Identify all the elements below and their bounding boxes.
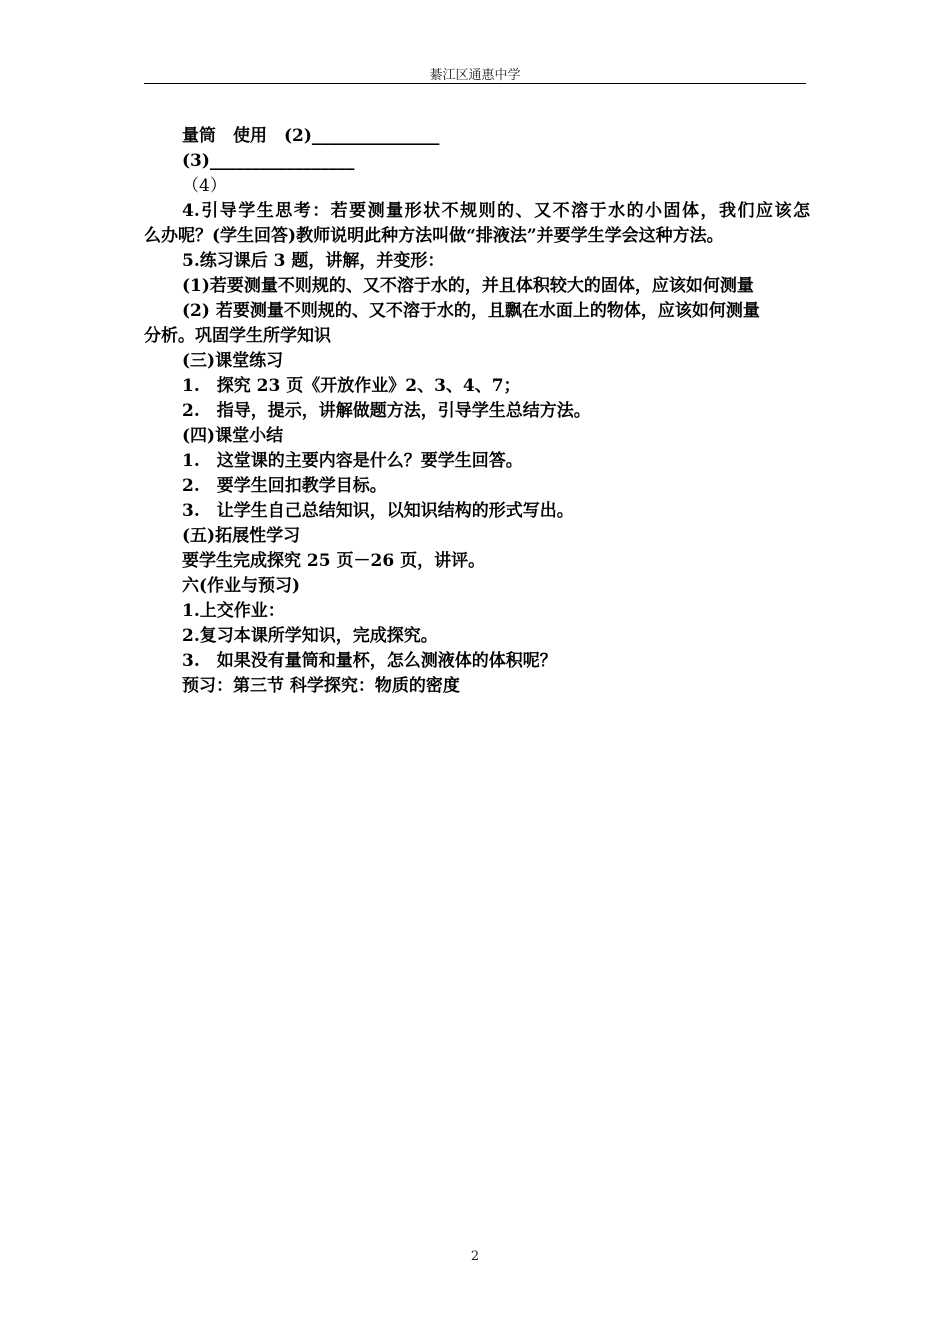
header-divider bbox=[144, 83, 806, 84]
text-line: 要学生完成探究 25 页－26 页，讲评。 bbox=[182, 551, 486, 571]
text-line: 4.引导学生思考：若要测量形状不规则的、又不溶于水的小固体，我们应该怎 bbox=[182, 201, 810, 221]
text-line: 1.上交作业： bbox=[182, 601, 285, 621]
text-line: (2) 若要测量不则规的、又不溶于水的，且飘在水面上的物体，应该如何测量 bbox=[182, 301, 760, 321]
text-line: 3. 让学生自己总结知识，以知识结构的形式写出。 bbox=[182, 501, 574, 521]
text-line: 2. 指导，提示，讲解做题方法，引导学生总结方法。 bbox=[182, 401, 591, 421]
text-line: 2. 要学生回扣教学目标。 bbox=[182, 476, 387, 496]
text-line: 预习：第三节 科学探究：物质的密度 bbox=[182, 676, 460, 696]
text-line: （4） bbox=[182, 176, 227, 196]
text-line: 3. 如果没有量筒和量杯，怎么测液体的体积呢？ bbox=[182, 651, 557, 671]
section-heading: (三)课堂练习 bbox=[182, 351, 284, 371]
text-line: 量筒 使用 (2)_______________ bbox=[182, 126, 440, 146]
section-heading: (五)拓展性学习 bbox=[182, 526, 301, 546]
text-line: 5.练习课后 3 题，讲解，并变形： bbox=[182, 251, 445, 271]
section-heading: (四)课堂小结 bbox=[182, 426, 284, 446]
page-header: 綦江区通惠中学 bbox=[429, 68, 521, 83]
document-body bbox=[144, 124, 810, 699]
text-line: 2.复习本课所学知识，完成探究。 bbox=[182, 626, 438, 646]
text-line: 1. 探究 23 页《开放作业》2、3、4、7； bbox=[182, 376, 521, 396]
text-line: 1. 这堂课的主要内容是什么？要学生回答。 bbox=[182, 451, 523, 471]
page-number: 2 bbox=[470, 1249, 480, 1264]
text-line: 么办呢？(学生回答)教师说明此种方法叫做“排液法”并要学生学会这种方法。 bbox=[144, 226, 724, 246]
text-line: (1)若要测量不则规的、又不溶于水的，并且体积较大的固体，应该如何测量 bbox=[182, 276, 754, 296]
section-heading: 六(作业与预习) bbox=[182, 576, 301, 596]
text-line: 分析。巩固学生所学知识 bbox=[144, 326, 331, 346]
text-line: (3)_________________ bbox=[182, 151, 355, 171]
